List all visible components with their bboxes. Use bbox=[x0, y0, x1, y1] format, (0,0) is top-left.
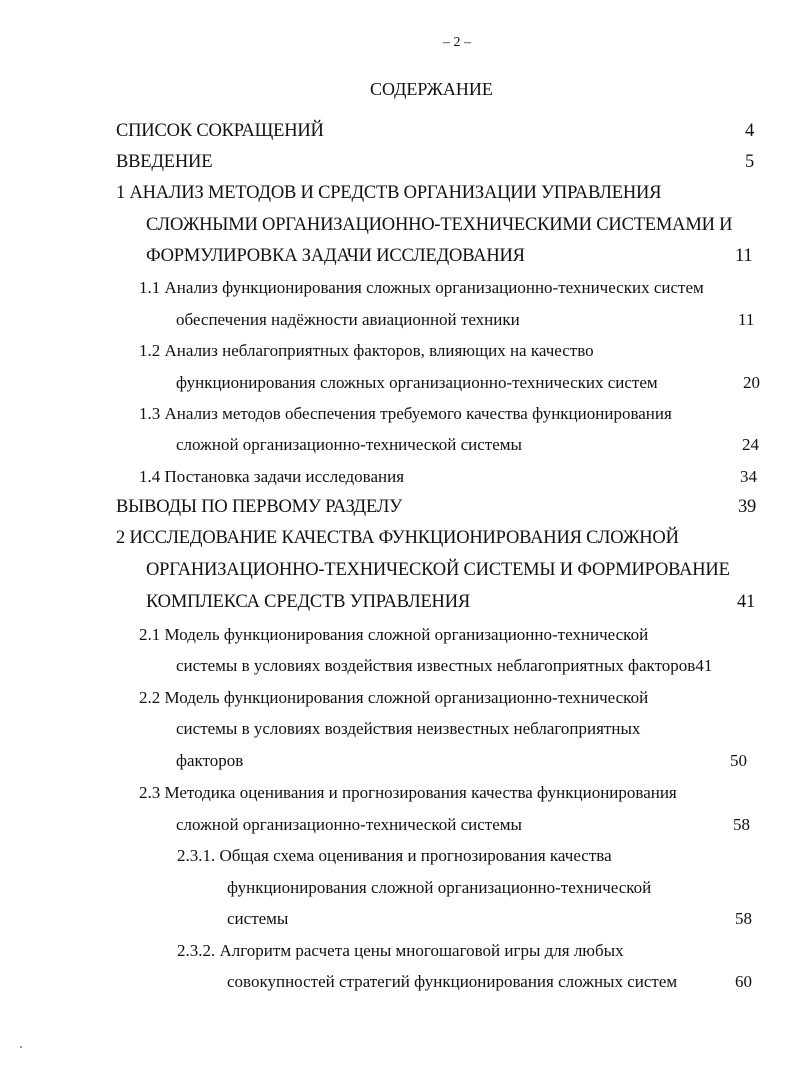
toc-page-number: 5 bbox=[745, 152, 755, 172]
page-number: – 2 – bbox=[443, 35, 471, 50]
toc-entry-line: функционирования сложной организационно-технической bbox=[227, 878, 652, 897]
toc-entry-line: системы в условиях воздействия известных неблагоприятных факторов41 bbox=[176, 656, 713, 675]
toc-page-number: 4 bbox=[745, 121, 755, 141]
toc-entry-line: системы в условиях воздействия неизвестных неблагоприятных bbox=[176, 719, 641, 738]
toc-title: СОДЕРЖАНИЕ bbox=[370, 79, 493, 99]
toc-entry-line: ВЫВОДЫ ПО ПЕРВОМУ РАЗДЕЛУ bbox=[116, 497, 403, 517]
toc-page-number: 58 bbox=[733, 815, 750, 834]
toc-entry-line: обеспечения надёжности авиационной техники bbox=[176, 310, 520, 329]
toc-entry-line: ФОРМУЛИРОВКА ЗАДАЧИ ИССЛЕДОВАНИЯ bbox=[146, 246, 525, 266]
toc-entry-line: 2 ИССЛЕДОВАНИЕ КАЧЕСТВА ФУНКЦИОНИРОВАНИЯ СЛОЖНОЙ bbox=[116, 528, 679, 548]
toc-page-number: 39 bbox=[738, 497, 757, 517]
toc-entry-line: сложной организационно-технической системы bbox=[176, 815, 522, 834]
toc-page-number: 58 bbox=[735, 909, 752, 928]
toc-entry-line: 2.3.1. Общая схема оценивания и прогнозирования качества bbox=[177, 846, 612, 865]
toc-entry-line: ВВЕДЕНИЕ bbox=[116, 152, 213, 172]
toc-entry-line: 1.4 Постановка задачи исследования bbox=[139, 467, 405, 486]
toc-entry-line: 1.2 Анализ неблагоприятных факторов, влияющих на качество bbox=[139, 341, 594, 360]
toc-entry-line: ОРГАНИЗАЦИОННО-ТЕХНИЧЕСКОЙ СИСТЕМЫ И ФОРМИРОВАНИЕ bbox=[146, 560, 730, 580]
toc-entry-line: СПИСОК СОКРАЩЕНИЙ bbox=[116, 121, 324, 141]
toc-entry-line: сложной организационно-технической системы bbox=[176, 435, 522, 454]
toc-entry-line: 2.3 Методика оценивания и прогнозирования качества функционирования bbox=[139, 783, 677, 802]
toc-entry-line: СЛОЖНЫМИ ОРГАНИЗАЦИОННО-ТЕХНИЧЕСКИМИ СИСТЕМАМИ И bbox=[146, 215, 733, 235]
toc-entry-line: 2.2 Модель функционирования сложной организационно-технической bbox=[139, 688, 649, 707]
toc-entry-line: 1.3 Анализ методов обеспечения требуемого качества функционирования bbox=[139, 404, 672, 423]
toc-page-number: 20 bbox=[743, 373, 760, 392]
toc-page-number: 11 bbox=[738, 310, 755, 329]
toc-page-number: 50 bbox=[730, 751, 747, 770]
toc-entry-line: факторов bbox=[176, 751, 244, 770]
toc-page-number: 34 bbox=[740, 467, 757, 486]
toc-page-number: 11 bbox=[735, 246, 753, 266]
toc-entry-line: 1.1 Анализ функционирования сложных организационно-технических систем bbox=[139, 278, 704, 297]
toc-entry-line: 1 АНАЛИЗ МЕТОДОВ И СРЕДСТВ ОРГАНИЗАЦИИ УПРАВЛЕНИЯ bbox=[116, 183, 662, 203]
toc-entry-line: совокупностей стратегий функционирования сложных систем bbox=[227, 972, 678, 991]
toc-page-number: 60 bbox=[735, 972, 752, 991]
toc-entry-line: системы bbox=[227, 909, 289, 928]
toc-entry-line: 2.3.2. Алгоритм расчета цены многошаговой игры для любых bbox=[177, 941, 624, 960]
scan-speck bbox=[20, 1046, 22, 1048]
toc-entry-line: 2.1 Модель функционирования сложной организационно-технической bbox=[139, 625, 649, 644]
toc-entry-line: КОМПЛЕКСА СРЕДСТВ УПРАВЛЕНИЯ bbox=[146, 592, 471, 612]
toc-page-number: 41 bbox=[737, 592, 756, 612]
toc-entry-line: функционирования сложных организационно-технических систем bbox=[176, 373, 658, 392]
toc-page-number: 24 bbox=[742, 435, 759, 454]
